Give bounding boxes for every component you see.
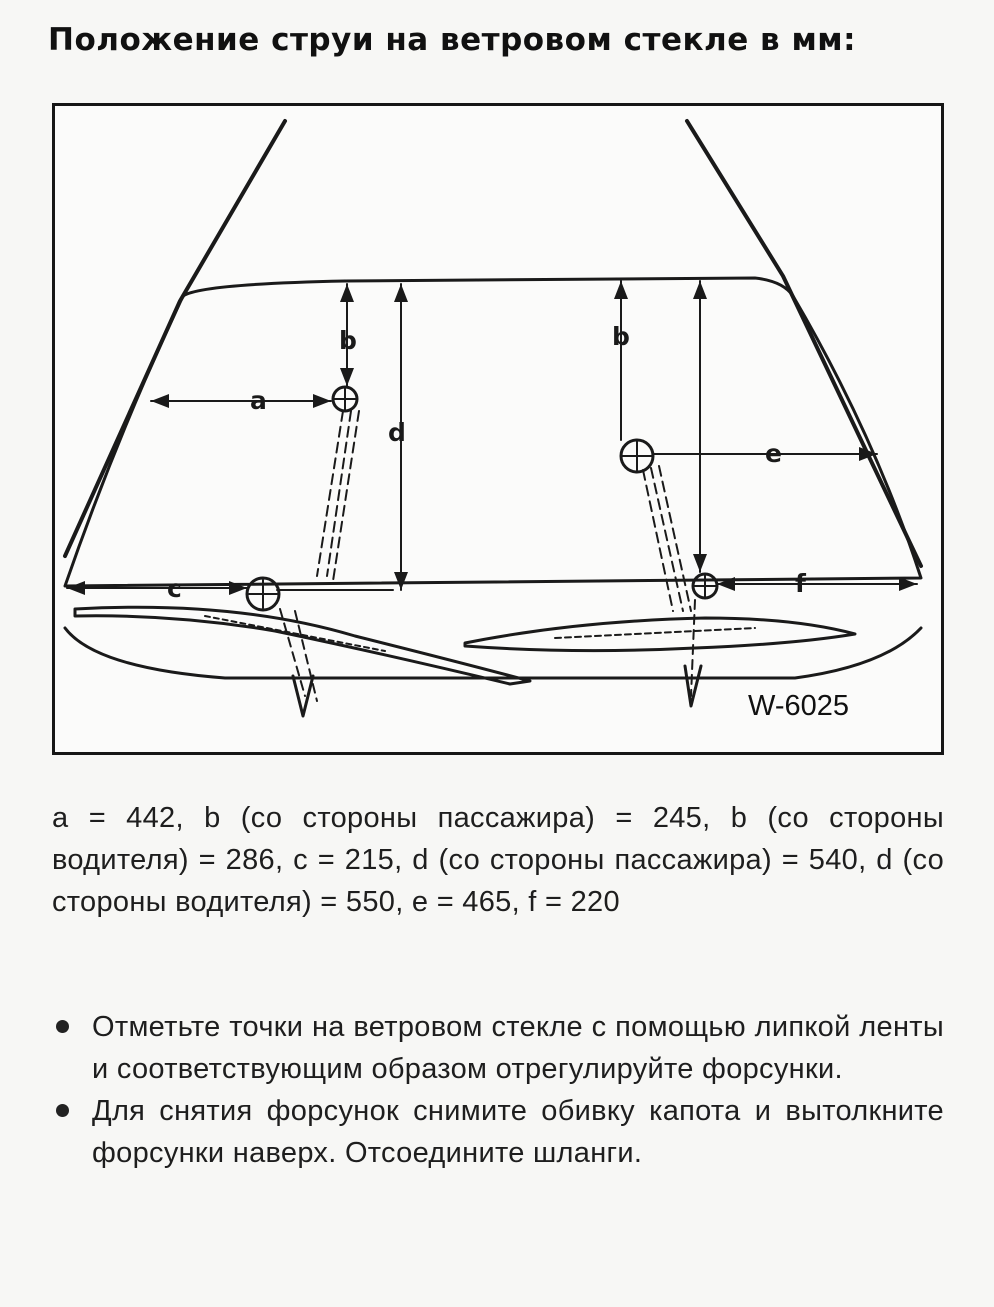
list-item: [52, 1006, 944, 1090]
left-pillar-line: [65, 121, 285, 556]
label-e: e: [765, 439, 782, 468]
label-f: f: [795, 569, 806, 598]
windshield-diagram: [52, 103, 944, 755]
right-nozzle: [685, 666, 701, 706]
label-c: c: [167, 574, 182, 603]
label-b-right: b: [612, 322, 630, 351]
right-wiper: [465, 618, 855, 651]
label-a: a: [250, 386, 267, 415]
bullet-icon: [56, 1020, 69, 1033]
left-nozzle: [293, 676, 313, 716]
figure-code: W-6025: [748, 690, 850, 722]
bullet-icon: [56, 1104, 69, 1117]
list-item: [52, 1090, 944, 1174]
windshield-drawing: [55, 106, 941, 752]
label-d: d: [388, 418, 406, 447]
instruction-list: [52, 1006, 944, 1174]
windshield-outline: [65, 278, 921, 586]
instruction-text: Для снятия форсунок снимите обивку капота и вытолкните форсунки наверх. Отсоедините шланги.: [92, 1095, 944, 1169]
label-b-left: b: [339, 326, 357, 355]
instruction-text: Отметьте точки на ветровом стекле с помощью липкой ленты и соответствующим образом отрегулируйте форсунки.: [92, 1011, 944, 1085]
right-pillar-line: [687, 121, 921, 566]
dimension-values-text: a = 442, b (со стороны пассажира) = 245, b (со стороны водителя) = 286, c = 215, d (со стороны пассажира) = 540, d (со стороны водителя) = 550, e = 465, f = 220: [52, 802, 944, 918]
page-title: Положение струи на ветровом стекле в мм:: [48, 22, 857, 58]
